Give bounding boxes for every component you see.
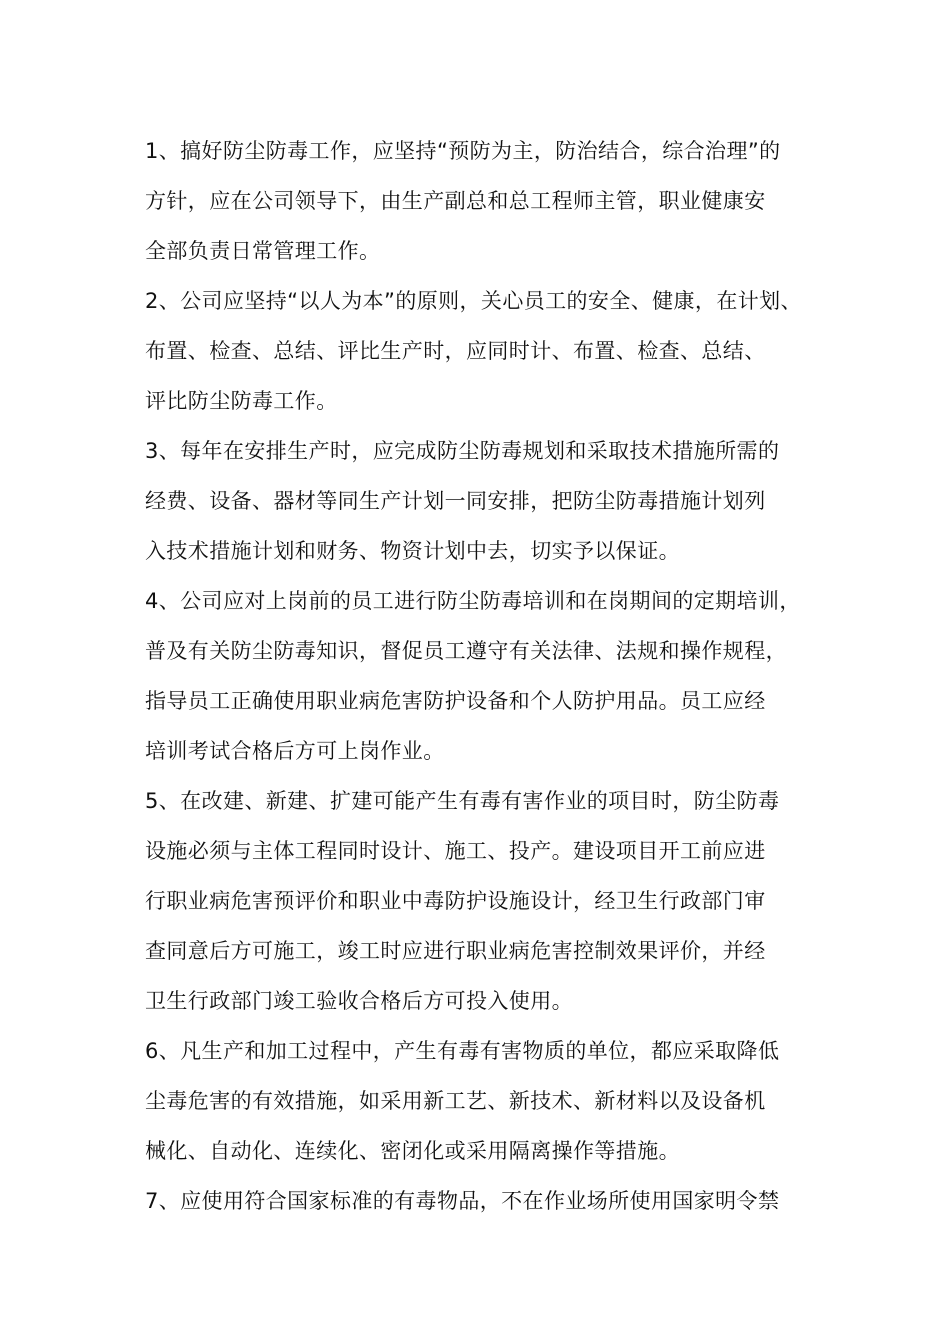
text-line: 械化、自动化、连续化、密闭化或采用隔离操作等措施。 xyxy=(145,1139,680,1163)
text-line: 查同意后方可施工，竣工时应进行职业病危害控制效果评价，并经 xyxy=(145,939,766,963)
text-line: 评比防尘防毒工作。 xyxy=(145,389,338,413)
text-line: 培训考试合格后方可上岗作业。 xyxy=(145,739,445,763)
text-line: 尘毒危害的有效措施，如采用新工艺、新技术、新材料以及设备机 xyxy=(145,1089,766,1113)
text-line: 4、公司应对上岗前的员工进行防尘防毒培训和在岗期间的定期培训， xyxy=(145,589,801,613)
text-line: 卫生行政部门竣工验收合格后方可投入使用。 xyxy=(145,989,573,1013)
text-line: 全部负责日常管理工作。 xyxy=(145,239,381,263)
text-line: 2、公司应坚持“以人为本”的原则，关心员工的安全、健康，在计划、 xyxy=(145,289,802,313)
text-line: 1、搞好防尘防毒工作，应坚持“预防为主，防治结合，综合治理”的 xyxy=(145,139,781,163)
text-line: 设施必须与主体工程同时设计、施工、投产。建设项目开工前应进 xyxy=(145,839,766,863)
text-line: 布置、检查、总结、评比生产时，应同时计、布置、检查、总结、 xyxy=(145,339,766,363)
text-line: 普及有关防尘防毒知识，督促员工遵守有关法律、法规和操作规程， xyxy=(145,639,787,663)
text-line: 经费、设备、器材等同生产计划一同安排，把防尘防毒措施计划列 xyxy=(145,489,766,513)
text-line: 行职业病危害预评价和职业中毒防护设施设计，经卫生行政部门审 xyxy=(145,889,766,913)
text-line: 5、在改建、新建、扩建可能产生有毒有害作业的项目时，防尘防毒 xyxy=(145,789,780,813)
text-line: 指导员工正确使用职业病危害防护设备和个人防护用品。员工应经 xyxy=(145,689,766,713)
text-line: 入技术措施计划和财务、物资计划中去，切实予以保证。 xyxy=(145,539,680,563)
text-line: 6、凡生产和加工过程中，产生有毒有害物质的单位，都应采取降低 xyxy=(145,1039,780,1063)
text-line: 3、每年在安排生产时，应完成防尘防毒规划和采取技术措施所需的 xyxy=(145,439,780,463)
text-line: 方针，应在公司领导下，由生产副总和总工程师主管，职业健康安 xyxy=(145,189,766,213)
document-body xyxy=(145,126,835,1226)
text-line: 7、应使用符合国家标准的有毒物品，不在作业场所使用国家明令禁 xyxy=(145,1189,780,1213)
